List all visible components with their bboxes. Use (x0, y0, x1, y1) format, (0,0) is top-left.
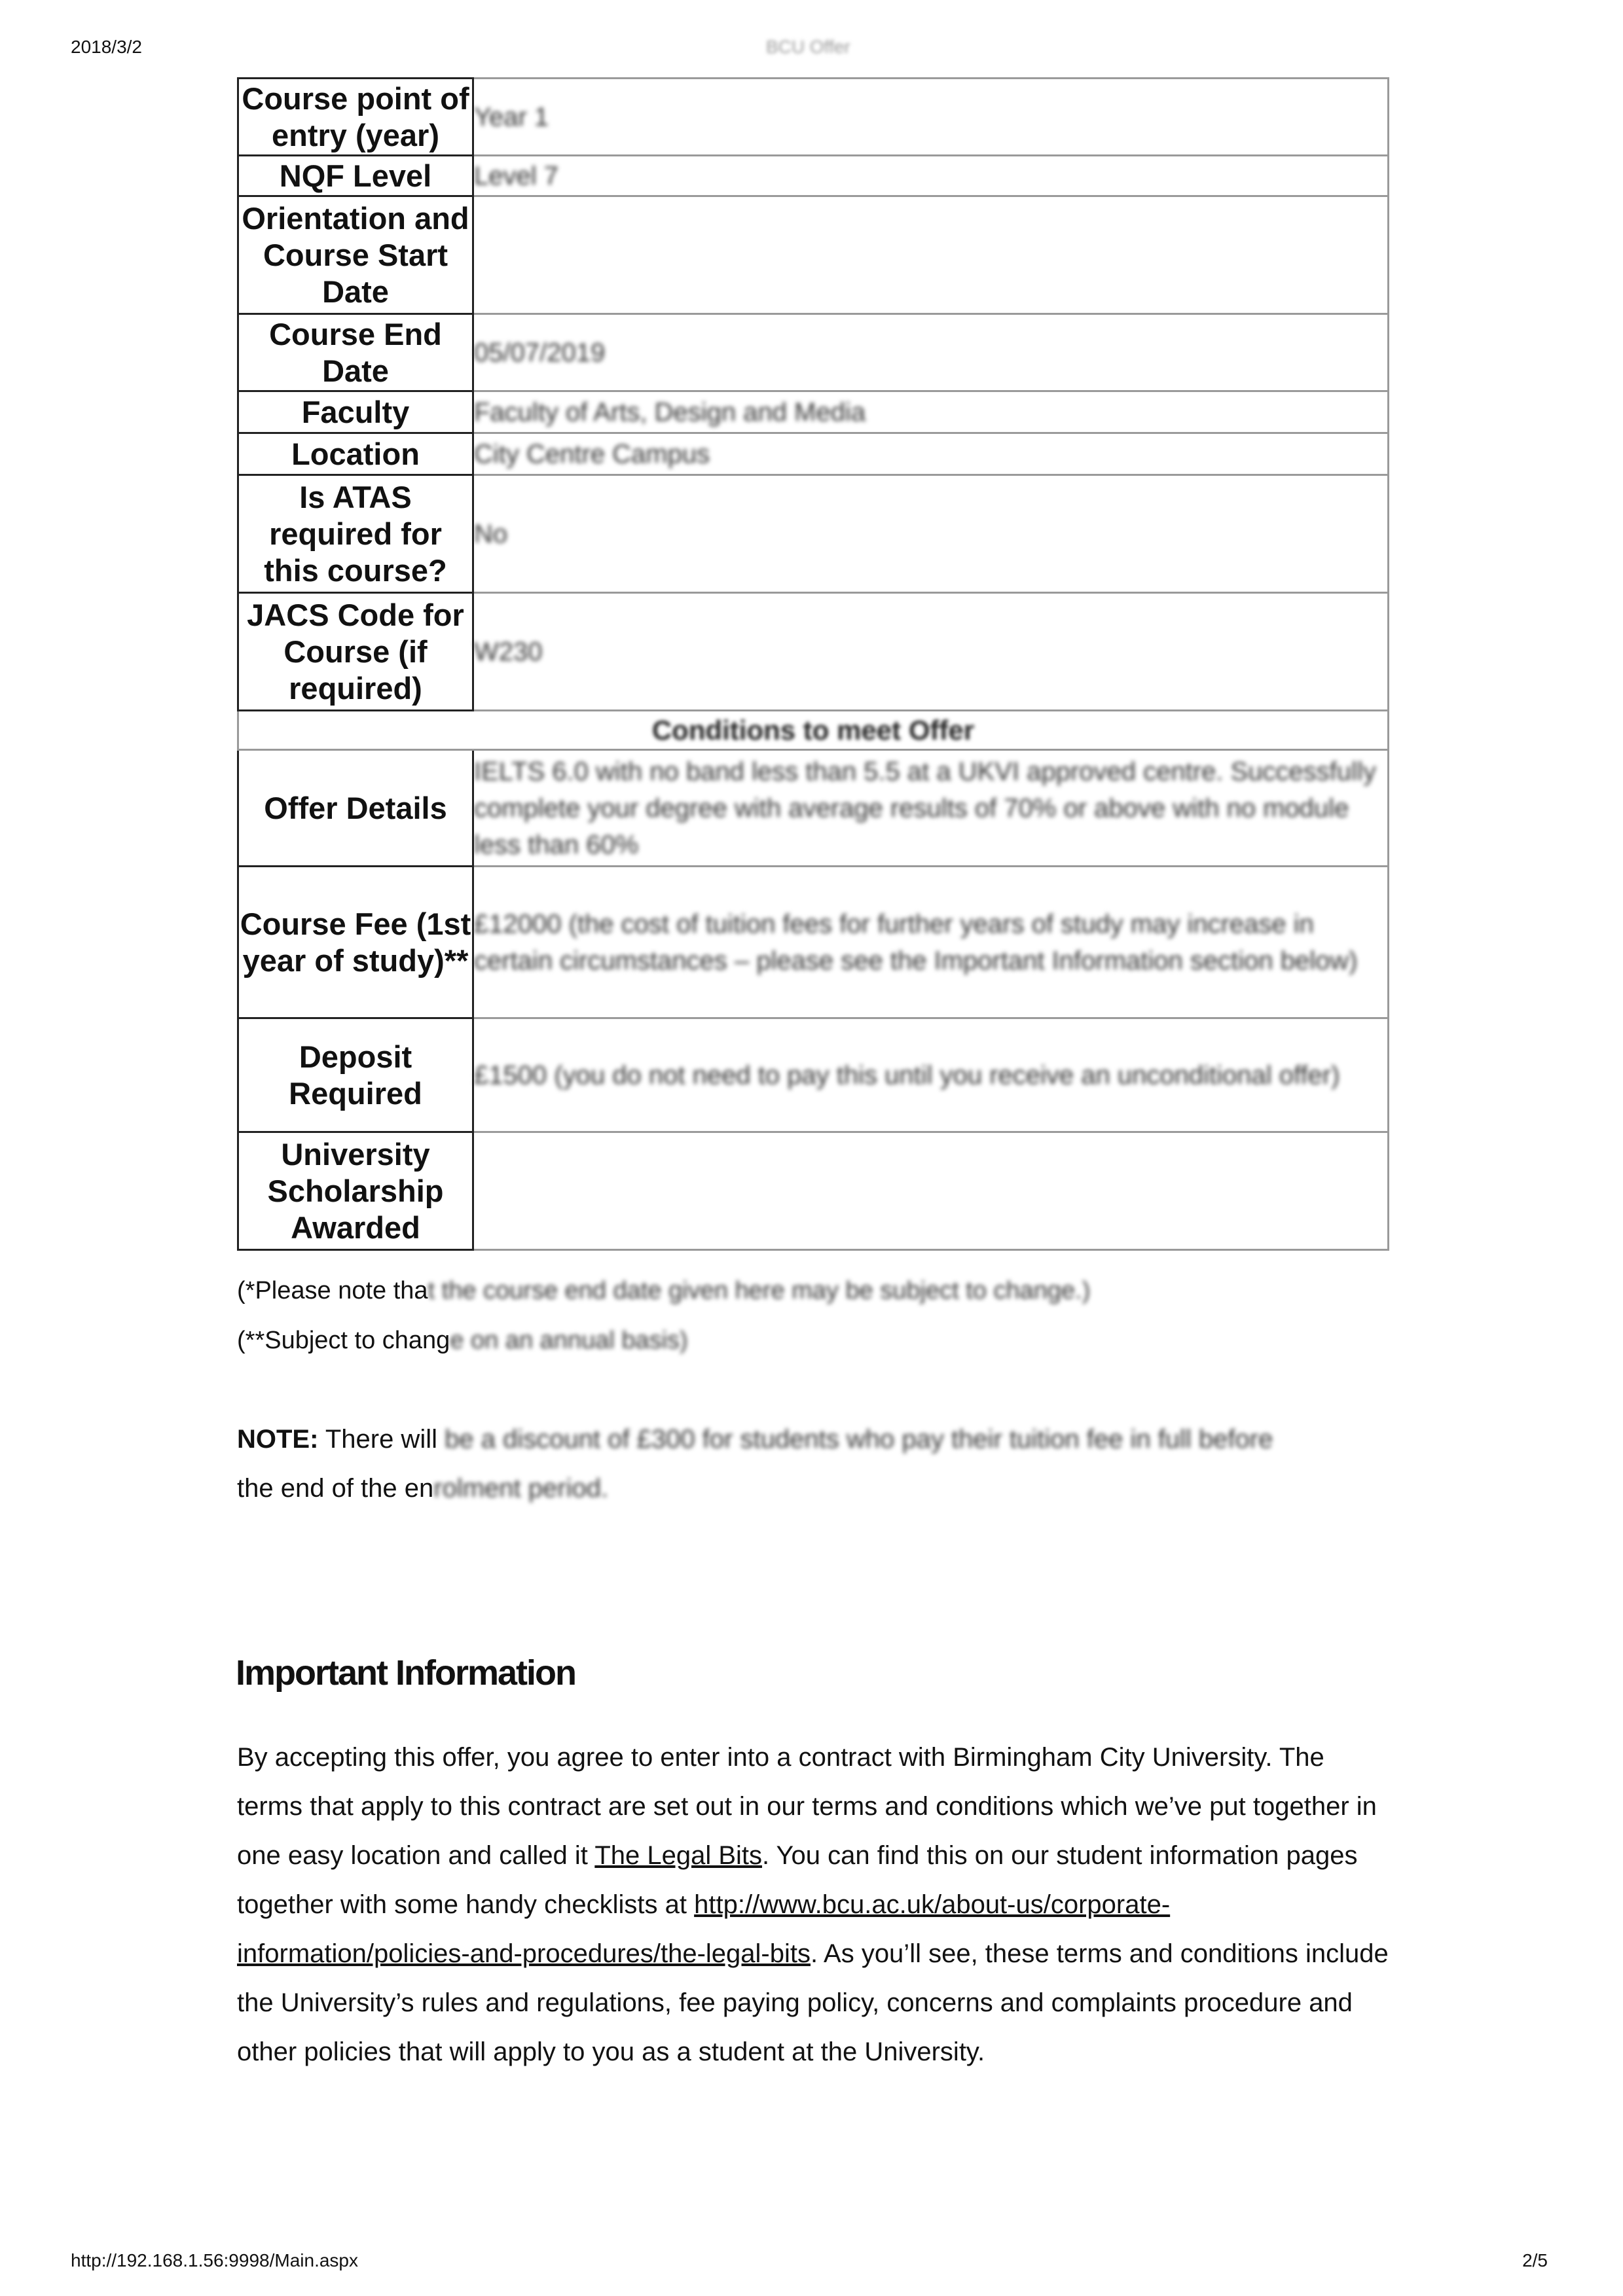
row-value: W230 (473, 593, 1389, 711)
row-value: 05/07/2019 (473, 314, 1389, 391)
row-value: £12000 (the cost of tuition fees for further years of study may increase in certain circumstances – please see the Important Information section below) (473, 867, 1389, 1018)
row-value: City Centre Campus (473, 433, 1389, 475)
table-row (238, 391, 1389, 433)
discount-note: NOTE: There will be a discount of £300 for students who pay their tuition fee in full before the end of the enrolment period. (237, 1425, 1273, 1503)
important-info-heading: Important Information (236, 1653, 575, 1693)
fee-change-note: (**Subject to change on an annual basis) (237, 1327, 688, 1354)
row-value: Level 7 (473, 156, 1389, 196)
table-row (238, 156, 1389, 196)
row-label: Location (238, 433, 473, 475)
footer-url: http://192.168.1.56:9998/Main.aspx (71, 2250, 358, 2270)
row-label: Is ATAS required for this course? (238, 475, 473, 593)
table-row (238, 1132, 1389, 1250)
table-row (238, 750, 1389, 867)
row-label: JACS Code for Course (if required) (238, 593, 473, 711)
table-row (238, 593, 1389, 711)
table-row (238, 867, 1389, 1018)
print-title: BCU Offer (766, 37, 850, 57)
legal-bits-url-link[interactable]: http://www.bcu.ac.uk/about-us/corporate-information/policies-and-procedures/the-legal-bits (237, 1890, 1171, 1968)
course-date-note: (*Please note that the course end date given here may be subject to change.) (237, 1277, 1091, 1304)
row-label: Deposit Required (238, 1018, 473, 1132)
row-label: Offer Details (238, 750, 473, 867)
page-number: 2/5 (1522, 2250, 1548, 2270)
table-row (238, 433, 1389, 475)
table-row (238, 196, 1389, 314)
row-label: Course End Date (238, 314, 473, 391)
row-value: Year 1 (473, 79, 1389, 156)
row-value: No (473, 475, 1389, 593)
table-row (238, 314, 1389, 391)
table-row (238, 79, 1389, 156)
conditions-header: Conditions to meet Offer (238, 711, 1389, 750)
row-label: NQF Level (238, 156, 473, 196)
row-label: Course Fee (1st year of study)** (238, 867, 473, 1018)
table-row (238, 1018, 1389, 1132)
row-label: University Scholarship Awarded (238, 1132, 473, 1250)
row-value: Faculty of Arts, Design and Media (473, 391, 1389, 433)
table-row (238, 711, 1389, 750)
row-label: Orientation and Course Start Date (238, 196, 473, 314)
important-info-body: By accepting this offer, you agree to enter into a contract with Birmingham City University. The terms that apply to this contract are set out in our terms and conditions which we’ve put together in one easy location and called it The Legal Bits. You can find this on our student information pages together with some handy checklists at http://www.bcu.ac.uk/about-us/corporate-information/policies-and-procedures/the-legal-bits. As you’ll see, these terms and conditions include the University’s rules and regulations, fee paying policy, concerns and complaints procedure and other policies that will apply to you as a student at the University. (237, 1743, 1389, 2066)
legal-bits-link[interactable]: The Legal Bits (594, 1841, 763, 1870)
row-label: Course point of entry (year) (238, 79, 473, 156)
row-value: IELTS 6.0 with no band less than 5.5 at a UKVI approved centre. Successfully complete your degree with average results of 70% or above with no module less than 60% (473, 750, 1389, 867)
row-value: £1500 (you do not need to pay this until you receive an unconditional offer) (473, 1018, 1389, 1132)
row-value (473, 196, 1389, 314)
offer-details-table (237, 77, 1389, 1251)
row-label: Faculty (238, 391, 473, 433)
table-row (238, 475, 1389, 593)
print-date: 2018/3/2 (71, 37, 142, 57)
row-value (473, 1132, 1389, 1250)
